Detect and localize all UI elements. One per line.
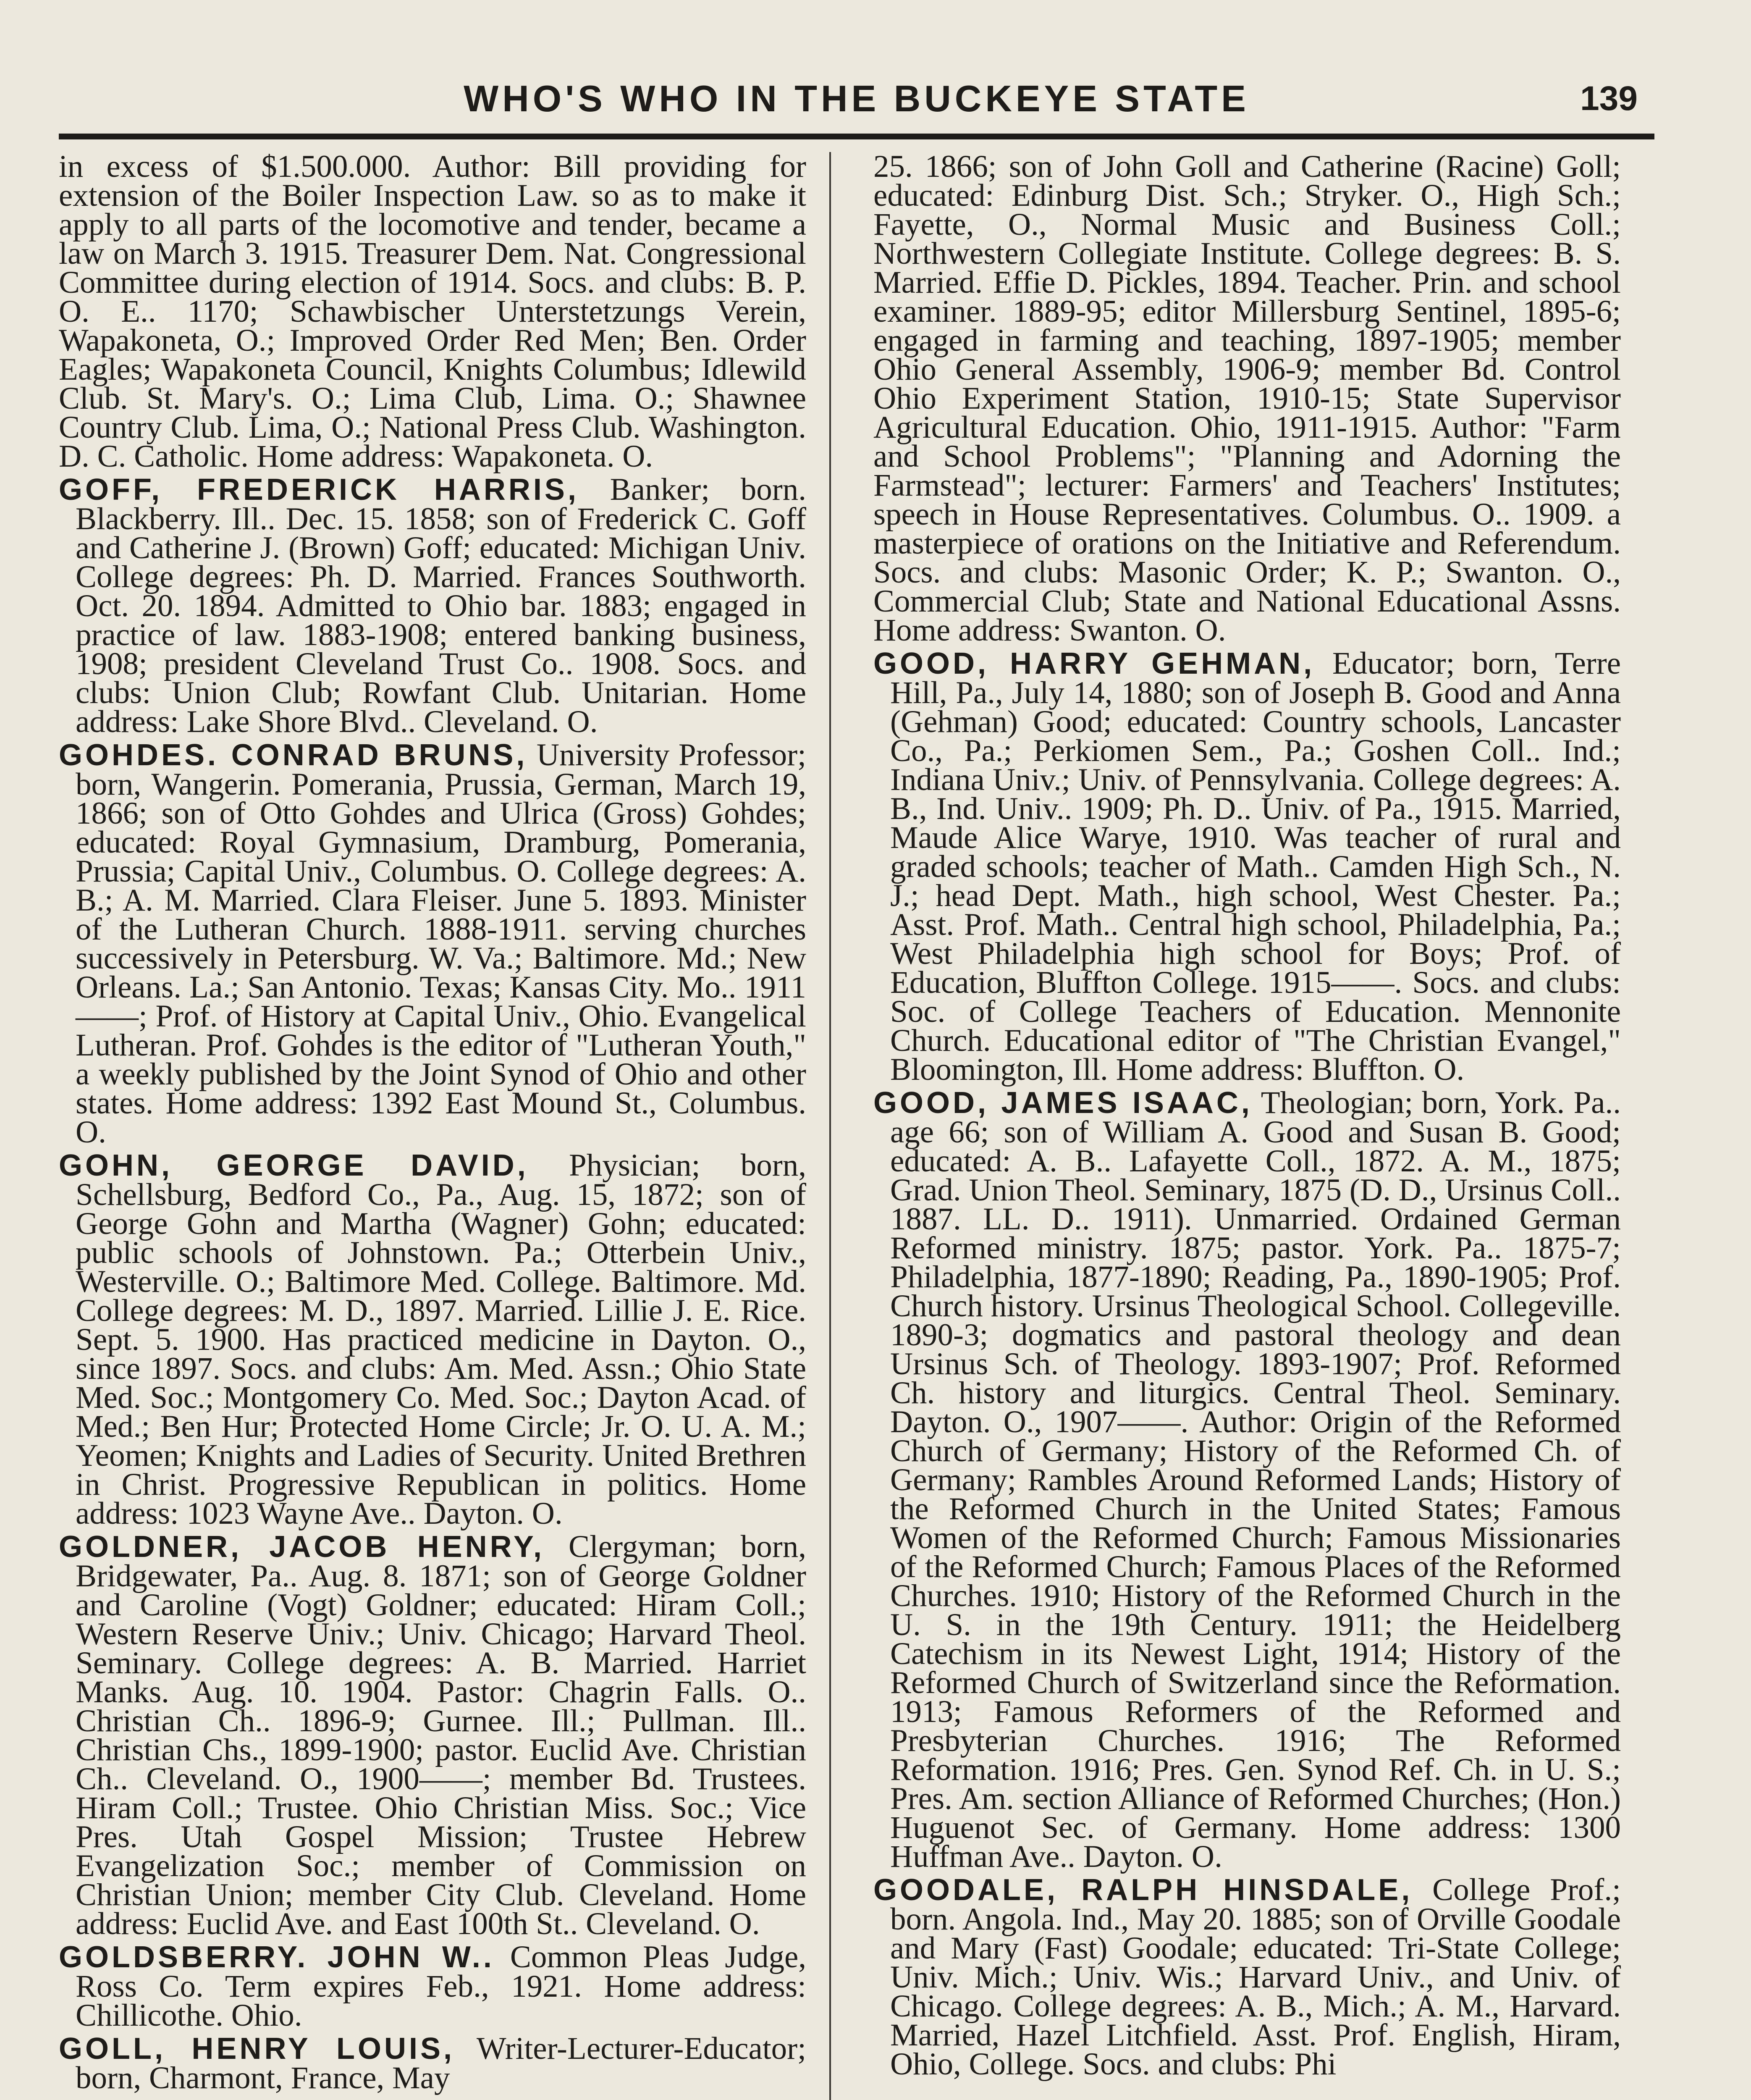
page-header bbox=[59, 67, 1654, 130]
entry-text: College Prof.; born. Angola. Ind., May 20. 1885; son of Orville Goodale and Mary (Fast) Goodale; educated: Tri-State College; Univ. Mich.; Univ. Wis.; Harvard Univ., and Univ. of Chicago. College degrees: A. B., Mich.; A. M., Harvard. Married, Hazel Litchfield. Asst. Prof. English, Hiram, Ohio, College. Socs. and clubs: Phi bbox=[890, 1872, 1621, 2082]
biography-entry bbox=[59, 1940, 806, 2033]
entry-text: Common Pleas Judge, Ross Co. Term expires Feb., 1921. Home address: Chillicothe. Ohio. bbox=[76, 1940, 806, 2033]
running-title: WHO'S WHO IN THE BUCKEYE STATE bbox=[464, 78, 1250, 119]
entry-name: GOLL, HENRY LOUIS, bbox=[59, 2032, 455, 2066]
biography-entry bbox=[873, 646, 1621, 1087]
biography-entry bbox=[59, 1148, 806, 1531]
entry-name: GOODALE, RALPH HINSDALE, bbox=[873, 1873, 1413, 1907]
entry-name: GOOD, JAMES ISAAC, bbox=[873, 1086, 1253, 1120]
entry-name: GOFF, FREDERICK HARRIS, bbox=[59, 473, 579, 507]
entry-name: GOHDES. CONRAD BRUNS, bbox=[59, 738, 528, 772]
right-column bbox=[873, 152, 1621, 2100]
biography-entry bbox=[59, 738, 806, 1150]
biography-entry bbox=[59, 1529, 806, 1941]
left-column bbox=[59, 152, 806, 2100]
header-rule bbox=[59, 134, 1654, 139]
entry-text: Writer-Lecturer-Educator; born, Charmont, France, May bbox=[76, 2031, 806, 2095]
entry-text: Physician; born, Schellsburg, Bedford Co., Pa., Aug. 15, 1872; son of George Gohn and Martha (Wagner) Gohn; educated: public schools of Johnstown. Pa.; Otterbein Univ., Westerville. O.; Baltimore Med. College. Baltimore. Md. College degrees: M. D., 1897. Married. Lillie J. E. Rice. Sept. 5. 1900. Has practiced medicine in Dayton. O., since 1897. Socs. and clubs: Am. Med. Assn.; Ohio State Med. Soc.; Montgomery Co. Med. Soc.; Dayton Acad. of Med.; Ben Hur; Protected Home Circle; Jr. O. U. A. M.; Yeomen; Knights and Ladies of Security. United Brethren in Christ. Progressive Republican in politics. Home address: 1023 Wayne Ave.. Dayton. O. bbox=[76, 1148, 806, 1531]
entry-text: Banker; born. Blackberry. Ill.. Dec. 15. 1858; son of Frederick C. Goff and Catherine J. (Brown) Goff; educated: Michigan Univ. College degrees: Ph. D. Married. Frances Southworth. Oct. 20. 1894. Admitted to Ohio bar. 1883; engaged in practice of law. 1883-1908; entered banking business, 1908; president Cleveland Trust Co.. 1908. Socs. and clubs: Union Club; Rowfant Club. Unitarian. Home address: Lake Shore Blvd.. Cleveland. O. bbox=[76, 472, 806, 739]
entry-text: University Professor; born, Wangerin. Pomerania, Prussia, German, March 19, 1866; son of Otto Gohdes and Ulrica (Gross) Gohdes; educated: Royal Gymnasium, Dramburg, Pomerania, Prussia; Capital Univ., Columbus. O. College degrees: A. B.; A. M. Married. Clara Fleiser. June 5. 1893. Minister of the Lutheran Church. 1888-1911. serving churches successively in Petersburg. W. Va.; Baltimore. Md.; New Orleans. La.; San Antonio. Texas; Kansas City. Mo.. 1911——; Prof. of History at Capital Univ., Ohio. Evangelical Lutheran. Prof. Gohdes is the editor of "Lutheran Youth," a weekly published by the Joint Synod of Ohio and other states. Home address: 1392 East Mound St., Columbus. O. bbox=[76, 738, 806, 1150]
continued-entry-text: in excess of $1.500.000. Author: Bill providing for extension of the Boiler Inspection Law. so as to make it apply to all parts of the locomotive and tender, became a law on March 3. 1915. Treasurer Dem. Nat. Congressional Committee during election of 1914. Socs. and clubs: B. P. O. E.. 1170; Schawbischer Unterstetzungs Verein, Wapakoneta, O.; Improved Order Red Men; Ben. Order Eagles; Wapakoneta Council, Knights Columbus; Idlewild Club. St. Mary's. O.; Lima Club, Lima. O.; Shawnee Country Club. Lima, O.; National Press Club. Washington. D. C. Catholic. Home address: Wapakoneta. O. bbox=[59, 152, 806, 474]
entry-text: Educator; born, Terre Hill, Pa., July 14, 1880; son of Joseph B. Good and Anna (Gehman) Good; educated: Country schools, Lancaster Co., Pa.; Perkiomen Sem., Pa.; Goshen Coll.. Ind.; Indiana Univ.; Univ. of Pennsylvania. College degrees: A. B., Ind. Univ.. 1909; Ph. D.. Univ. of Pa., 1915. Married, Maude Alice Warye, 1910. Was teacher of rural and graded schools; teacher of Math.. Camden High Sch., N. J.; head Dept. Math., high school, West Chester. Pa.; Asst. Prof. Math.. Central high school, Philadelphia, Pa.; West Philadelphia high school for Boys; Prof. of Education, Bluffton College. 1915——. Socs. and clubs: Soc. of College Teachers of Education. Mennonite Church. Educational editor of "The Christian Evangel," Bloomington, Ill. Home address: Bluffton. O. bbox=[890, 646, 1621, 1087]
entry-text: Theologian; born, York. Pa.. age 66; son of William A. Good and Susan B. Good; educated: A. B.. Lafayette Coll., 1872. A. M., 1875; Grad. Union Theol. Seminary, 1875 (D. D., Ursinus Coll.. 1887. LL. D.. 1911). Unmarried. Ordained German Reformed ministry. 1875; pastor. York. Pa.. 1875-7; Philadelphia, 1877-1890; Reading, Pa., 1890-1905; Prof. Church history. Ursinus Theological School. Collegeville. 1890-3; dogmatics and pastoral theology and dean Ursinus Sch. of Theology. 1893-1907; Prof. Reformed Ch. history and liturgics. Central Theol. Seminary. Dayton. O., 1907——. Author: Origin of the Reformed Church of Germany; History of the Reformed Ch. of Germany; Rambles Around Reformed Lands; History of the Reformed Church in the United States; Famous Women of the Reformed Church; Famous Missionaries of the Reformed Church; Famous Places of the Reformed Churches. 1910; History of the Reformed Church in the U. S. in the 19th Century. 1911; the Heidelberg Catechism in its Newest Light, 1914; History of the Reformed Church of Switzerland since the Reformation. 1913; Famous Reformers of the Reformed and Presbyterian Churches. 1916; The Reformed Reformation. 1916; Pres. Gen. Synod Ref. Ch. in U. S.; Pres. Am. section Alliance of Reformed Churches; (Hon.) Huguenot Sec. of Germany. Home address: 1300 Huffman Ave.. Dayton. O. bbox=[890, 1085, 1621, 1874]
entry-name: GOLDSBERRY. JOHN W.. bbox=[59, 1940, 495, 1974]
continued-entry-text: 25. 1866; son of John Goll and Catherine (Racine) Goll; educated: Edinburg Dist. Sch.; Stryker. O., High Sch.; Fayette, O., Normal Music and Business Coll.; Northwestern Collegiate Institute. College degrees: B. S. Married. Effie D. Pickles, 1894. Teacher. Prin. and school examiner. 1889-95; editor Millersburg Sentinel, 1895-6; engaged in farming and teaching, 1897-1905; member Ohio General Assembly, 1906-9; member Bd. Control Ohio Experiment Station, 1910-15; State Supervisor Agricultural Education. Ohio, 1911-1915. Author: "Farm and School Problems"; "Planning and Adorning the Farmstead"; lecturer: Farmers' and Teachers' Institutes; speech in House Representatives. Columbus. O.. 1909. a masterpiece of orations on the Initiative and Referendum. Socs. and clubs: Masonic Order; K. P.; Swanton. O., Commercial Club; State and National Educational Assns. Home address: Swanton. O. bbox=[873, 152, 1621, 648]
page-number: 139 bbox=[1580, 79, 1638, 118]
entry-name: GOLDNER, JACOB HENRY, bbox=[59, 1530, 545, 1564]
entry-name: GOHN, GEORGE DAVID, bbox=[59, 1149, 529, 1182]
column-divider bbox=[829, 152, 831, 2100]
entry-name: GOOD, HARRY GEHMAN, bbox=[873, 647, 1315, 680]
biography-entry bbox=[59, 2031, 806, 2095]
entry-text: Clergyman; born, Bridgewater, Pa.. Aug. 8. 1871; son of George Goldner and Caroline (Vogt) Goldner; educated: Hiram Coll.; Western Reserve Univ.; Univ. Chicago; Harvard Theol. Seminary. College degrees: A. B. Married. Harriet Manks. Aug. 10. 1904. Pastor: Chagrin Falls. O.. Christian Ch.. 1896-9; Gurnee. Ill.; Pullman. Ill.. Christian Chs., 1899-1900; pastor. Euclid Ave. Christian Ch.. Cleveland. O., 1900——; member Bd. Trustees. Hiram Coll.; Trustee. Ohio Christian Miss. Soc.; Vice Pres. Utah Gospel Mission; Trustee Hebrew Evangelization Soc.; member of Commission on Christian Union; member City Club. Cleveland. Home address: Euclid Ave. and East 100th St.. Cleveland. O. bbox=[76, 1529, 806, 1941]
biography-entry bbox=[59, 472, 806, 739]
biography-entry bbox=[873, 1872, 1621, 2082]
biography-entry bbox=[873, 1085, 1621, 1874]
